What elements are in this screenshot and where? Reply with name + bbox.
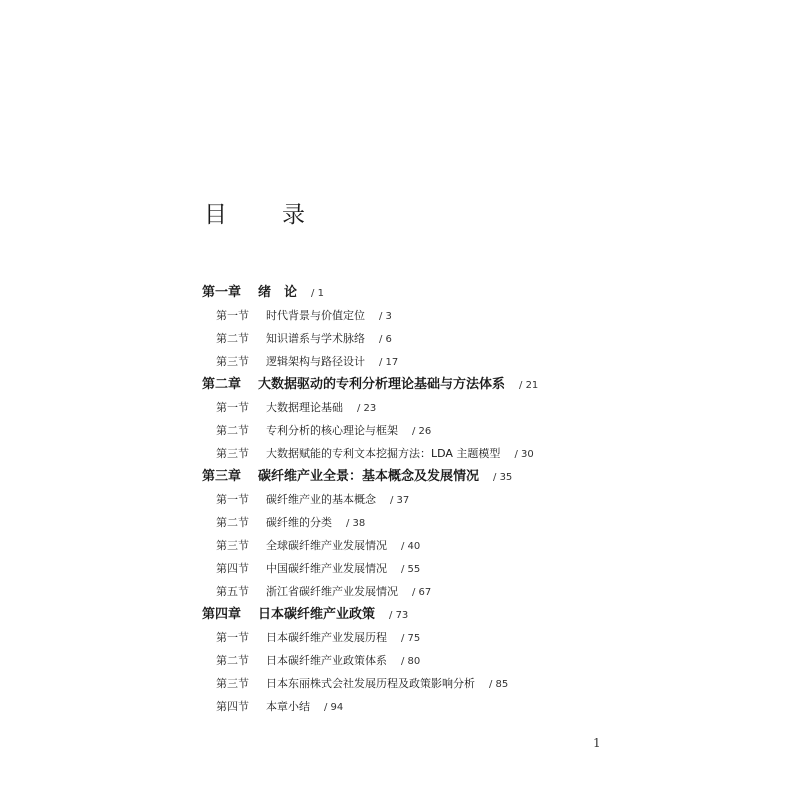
toc-chapter-title: 绪 论 (258, 285, 298, 300)
toc-chapter-row (202, 603, 622, 626)
toc-section-row (202, 649, 622, 672)
toc-section-title: 逻辑架构与路径设计 (266, 355, 365, 368)
toc-section-number: 第二节 (216, 424, 249, 437)
toc-section-number: 第一节 (216, 309, 249, 322)
toc-section-row (202, 580, 622, 603)
toc-section-title: 时代背景与价值定位 (266, 309, 365, 322)
toc-page-ref: / 26 (412, 426, 432, 437)
toc-section-number: 第三节 (216, 539, 249, 552)
toc-section-title: 专利分析的核心理论与框架 (266, 424, 398, 437)
toc-page-ref: / 35 (493, 472, 513, 483)
toc-chapter-row (202, 373, 622, 396)
toc-section-number: 第一节 (216, 493, 249, 506)
toc-page-ref: / 21 (519, 380, 539, 391)
page-number: 1 (593, 736, 601, 750)
toc-page-ref: / 1 (311, 288, 324, 299)
toc-chapter-number: 第四章 (202, 607, 242, 622)
toc-section-row (202, 396, 622, 419)
toc-section-title: 日本碳纤维产业政策体系 (266, 654, 387, 667)
toc-section-title: 日本碳纤维产业发展历程 (266, 631, 387, 644)
toc-section-number: 第一节 (216, 631, 249, 644)
toc-page-ref: / 17 (379, 357, 399, 368)
toc-section-row (202, 695, 622, 718)
page-title: 目 录 (204, 202, 321, 228)
toc-section-row (202, 419, 622, 442)
toc-chapter-number: 第一章 (202, 285, 242, 300)
toc-section-row (202, 327, 622, 350)
toc-section-row (202, 350, 622, 373)
toc-chapter-number: 第二章 (202, 377, 242, 392)
toc-page-ref: / 30 (514, 449, 534, 460)
toc-page-ref: / 3 (379, 311, 392, 322)
toc-section-number: 第二节 (216, 332, 249, 345)
toc-section-row (202, 557, 622, 580)
toc-chapter-title: 碳纤维产业全景：基本概念及发展情况 (258, 469, 480, 484)
toc-section-number: 第三节 (216, 677, 249, 690)
toc-section-row (202, 511, 622, 534)
toc-section-title: 碳纤维产业的基本概念 (266, 493, 376, 506)
toc-section-number: 第四节 (216, 700, 249, 713)
toc-page-ref: / 38 (346, 518, 366, 529)
toc-chapter-row (202, 281, 622, 304)
toc-section-number: 第三节 (216, 447, 249, 460)
toc-page-ref: / 85 (489, 679, 509, 690)
toc-section-number: 第二节 (216, 654, 249, 667)
toc-section-row (202, 304, 622, 327)
toc-section-title: 大数据理论基础 (266, 401, 343, 414)
toc-section-title: 全球碳纤维产业发展情况 (266, 539, 387, 552)
toc-page-ref: / 67 (412, 587, 432, 598)
toc-chapter-number: 第三章 (202, 469, 242, 484)
toc-section-number: 第一节 (216, 401, 249, 414)
toc-page-ref: / 80 (401, 656, 421, 667)
toc-page-ref: / 37 (390, 495, 410, 506)
toc-page-ref: / 23 (357, 403, 377, 414)
toc-section-title: 大数据赋能的专利文本挖掘方法：LDA 主题模型 (266, 447, 501, 460)
toc-chapter-row (202, 465, 622, 488)
toc-section-title: 本章小结 (266, 700, 310, 713)
toc-section-number: 第五节 (216, 585, 249, 598)
toc-section-row (202, 626, 622, 649)
toc-chapter-title: 大数据驱动的专利分析理论基础与方法体系 (258, 377, 506, 392)
toc-page-ref: / 55 (401, 564, 421, 575)
toc-section-title: 碳纤维的分类 (266, 516, 332, 529)
toc-section-row (202, 488, 622, 511)
toc-page-ref: / 40 (401, 541, 421, 552)
toc-section-number: 第四节 (216, 562, 249, 575)
toc-section-number: 第二节 (216, 516, 249, 529)
toc-section-row (202, 442, 622, 465)
toc-section-title: 中国碳纤维产业发展情况 (266, 562, 387, 575)
table-of-contents (202, 281, 622, 718)
toc-page-ref: / 6 (379, 334, 392, 345)
toc-section-title: 浙江省碳纤维产业发展情况 (266, 585, 398, 598)
toc-section-number: 第三节 (216, 355, 249, 368)
toc-section-row (202, 672, 622, 695)
toc-page-ref: / 75 (401, 633, 421, 644)
toc-page-ref: / 73 (389, 610, 409, 621)
toc-section-title: 知识谱系与学术脉络 (266, 332, 365, 345)
toc-section-row (202, 534, 622, 557)
toc-chapter-title: 日本碳纤维产业政策 (258, 607, 376, 622)
toc-section-title: 日本东丽株式会社发展历程及政策影响分析 (266, 677, 475, 690)
toc-page-ref: / 94 (324, 702, 344, 713)
